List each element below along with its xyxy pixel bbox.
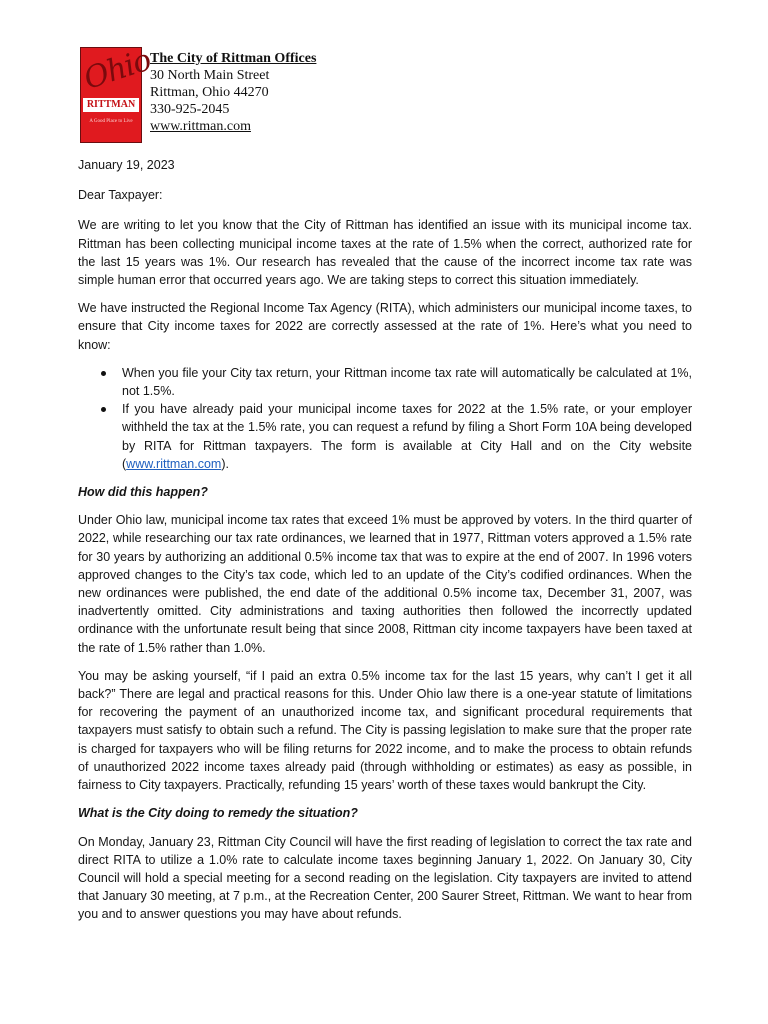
- bullet-item-rate: [122, 364, 692, 400]
- bullet-rate-text: When you file your City tax return, your Rittman income tax rate will automatically be calculated at 1%, not 1.5%.: [122, 365, 692, 399]
- city-website-link[interactable]: www.rittman.com: [126, 456, 222, 471]
- paragraph-rita: We have instructed the Regional Income Tax Agency (RITA), which administers our municipal income taxes, to ensure that City income taxes for 2022 are correctly assessed at the rate of 1%. Here’s what you need to know:: [78, 301, 692, 352]
- bullet-refund-text: If you have already paid your municipal income taxes for 2022 at the 1.5% rate, or your employer withheld the tax at the 1.5% rate, you can request a refund by filing a Short Form 10A being developed by RITA for Rittman taxpayers. The form is available at City Hall and on the City website (: [122, 402, 692, 471]
- logo-tagline: A Good Place to Live: [89, 119, 133, 124]
- bullet-refund-close: ).: [221, 456, 229, 471]
- paragraph-history: Under Ohio law, municipal income tax rates that exceed 1% must be approved by voters. In the third quarter of 2022, while researching our tax rate ordinances, we learned that in 1977, Rittman voters approved a 1.5% rate for 30 years by authorizing an additional 0.5% income tax that was to expire at the end of 2007. In 1996 voters approved changes to the City’s tax code, which led to an update of the City’s codified ordinances. When the new ordinances were published, the end date of the additional 0.5% income tax, December 31, 2007, was inadvertently omitted. City administrations and taxing authorities then followed the incorrectly updated ordinance with the unfortunate result being that since 2008, Rittman city income taxpayers have been taxed at the rate of 1.5% rather than 1.0%.: [78, 513, 692, 655]
- paragraph-intro: We are writing to let you know that the City of Rittman has identified an issue with its municipal income tax. Rittman has been collecting municipal income taxes at the rate of 1.5% when the correct, authorized rate for the last 15 years was 1%. Our research has revealed that the cause of the incorrect income tax rate was simple human error that occurred years ago. We are taking steps to correct this situation immediately.: [78, 218, 692, 288]
- letter-body: [78, 156, 692, 934]
- greeting: Dear Taxpayer:: [78, 188, 163, 203]
- address-street: 30 North Main Street: [150, 68, 270, 83]
- website-link[interactable]: www.rittman.com: [150, 119, 251, 134]
- letterhead-address: [150, 50, 316, 135]
- paragraph-council-meetings: On Monday, January 23, Rittman City Council will have the first reading of legislation to correct the tax rate and direct RITA to utilize a 1.0% rate to calculate income taxes beginning January 1, 2022. On January 30, City Council will hold a special meeting for a second reading on the legislation. City taxpayers are invited to attend that January 30 meeting, at 7 p.m., at the Recreation Center, 200 Saurer Street, Rittman. We want to hear from you and to answer questions you may have about refunds.: [78, 834, 692, 922]
- letter-date: January 19, 2023: [78, 158, 175, 172]
- bullet-list: [78, 364, 692, 473]
- city-seal-logo: [79, 42, 155, 143]
- org-name: The City of Rittman Offices: [150, 51, 317, 66]
- heading-remedy: What is the City doing to remedy the situation?: [78, 806, 358, 821]
- logo-script-text: Ohio: [79, 42, 155, 97]
- paragraph-refund-limits: You may be asking yourself, “if I paid an extra 0.5% income tax for the last 15 years, why can’t I get it all back?” There are legal and practical reasons for this. Under Ohio law there is a one-year statute of limitations for recovering the payment of an unauthorized income tax, and significant procedural requirements that taxpayers must satisfy to obtain such a refund. The City is passing legislation to make sure that the proper rate is charged for taxpayers who will be filing returns for 2022 income, and to make the process to obtain refunds of unauthorized 2022 income taxes already paid (through withholding or estimates) as easy as possible, in fairness to City taxpayers. Practically, refunding 15 years’ worth of these taxes would bankrupt the City.: [78, 668, 692, 793]
- bullet-item-refund: [122, 400, 692, 473]
- logo-name-text: RITTMAN: [83, 98, 139, 112]
- address-city: Rittman, Ohio 44270: [150, 85, 269, 100]
- heading-how-did-this-happen: How did this happen?: [78, 485, 208, 500]
- phone-number: 330-925-2045: [150, 102, 230, 117]
